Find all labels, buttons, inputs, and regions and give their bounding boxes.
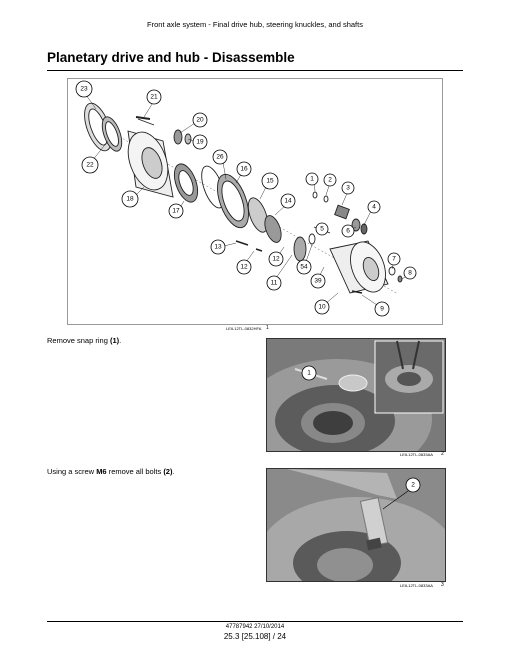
step-1-photo <box>266 338 446 452</box>
callout-16 <box>237 162 251 176</box>
svg-text:21: 21 <box>150 93 158 101</box>
svg-text:15: 15 <box>266 177 274 185</box>
footer-divider <box>47 621 463 622</box>
svg-text:22: 22 <box>86 161 94 169</box>
exploded-view-figure <box>67 78 443 325</box>
callout-5 <box>316 223 328 235</box>
svg-text:54: 54 <box>300 263 308 271</box>
step-1-text <box>47 336 121 345</box>
footer-page-number: 25.3 [25.108] / 24 <box>223 632 287 641</box>
callout-4 <box>368 201 380 213</box>
callout-7 <box>388 253 400 265</box>
callout-12a <box>237 260 251 274</box>
figure-number: 1 <box>266 325 269 331</box>
callout-2 <box>324 174 336 186</box>
step-2-ref: (2) <box>163 467 173 476</box>
step-2-text-after: . <box>172 467 175 476</box>
callout-6 <box>342 225 354 237</box>
figure-2-reference: LEIL12TL-0833AA <box>400 452 433 457</box>
svg-text:12: 12 <box>240 263 248 271</box>
svg-text:13: 13 <box>214 243 222 251</box>
callout-14 <box>281 194 295 208</box>
svg-text:1: 1 <box>310 175 314 183</box>
figure-2-number: 2 <box>441 451 444 457</box>
svg-text:10: 10 <box>318 303 326 311</box>
step-2-text-middle: remove all bolts <box>106 467 164 476</box>
title-divider <box>47 70 463 71</box>
running-header: Front axle system - Final drive hub, steering knuckles, and shafts <box>147 20 363 29</box>
svg-text:17: 17 <box>172 207 180 215</box>
step-2-tool: M6 <box>96 467 107 476</box>
svg-text:2: 2 <box>328 176 332 184</box>
svg-text:3: 3 <box>346 184 350 192</box>
svg-text:11: 11 <box>270 279 278 287</box>
step-1-text-after: . <box>119 336 122 345</box>
footer-doc-info: 47787942 27/10/2014 <box>225 624 285 630</box>
step-2-photo <box>266 468 446 582</box>
svg-text:18: 18 <box>126 195 134 203</box>
step-2-text-before: Using a screw <box>47 467 97 476</box>
callout-17 <box>169 204 183 218</box>
callout-12b <box>269 252 283 266</box>
svg-text:7: 7 <box>392 255 396 263</box>
bolt-removal-photo-drawing <box>267 469 445 581</box>
svg-text:20: 20 <box>196 116 204 124</box>
step-1-text-before: Remove snap ring <box>47 336 110 345</box>
callout-1 <box>306 173 318 185</box>
figure-reference: LEIL12TL-0832HFA <box>226 326 262 331</box>
callout-8 <box>404 267 416 279</box>
callout-23 <box>76 81 92 97</box>
svg-text:6: 6 <box>346 227 350 235</box>
svg-text:9: 9 <box>380 305 384 313</box>
svg-text:8: 8 <box>408 269 412 277</box>
svg-text:19: 19 <box>196 138 204 146</box>
photo-callout-2: 2 <box>411 481 415 489</box>
step-1-ref: (1) <box>109 336 120 345</box>
figure-3-reference: LEIL12TL-0833AA <box>400 583 433 588</box>
page-title: Planetary drive and hub - Disassemble <box>47 50 295 65</box>
callout-3 <box>342 182 354 194</box>
callout-11 <box>267 276 281 290</box>
svg-text:23: 23 <box>80 85 88 93</box>
svg-text:4: 4 <box>372 203 376 211</box>
callout-39 <box>311 274 325 288</box>
svg-text:12: 12 <box>272 255 280 263</box>
svg-text:39: 39 <box>314 277 322 285</box>
callout-26 <box>213 150 227 164</box>
step-2-text <box>47 467 175 476</box>
callout-19 <box>193 135 207 149</box>
svg-text:5: 5 <box>320 225 324 233</box>
figure-3-number: 3 <box>441 582 444 588</box>
exploded-view-drawing <box>68 79 442 324</box>
photo-callout-1: 1 <box>307 369 311 377</box>
callout-21 <box>147 90 161 104</box>
callout-13 <box>211 240 225 254</box>
callout-22 <box>82 157 98 173</box>
callout-54 <box>297 260 311 274</box>
svg-text:14: 14 <box>284 197 292 205</box>
callout-18 <box>122 191 138 207</box>
svg-text:26: 26 <box>216 153 224 161</box>
callout-20 <box>193 113 207 127</box>
callout-9 <box>375 302 389 316</box>
svg-text:16: 16 <box>240 165 248 173</box>
callout-15 <box>262 173 278 189</box>
callout-10 <box>315 300 329 314</box>
snap-ring-photo-drawing <box>267 339 445 451</box>
